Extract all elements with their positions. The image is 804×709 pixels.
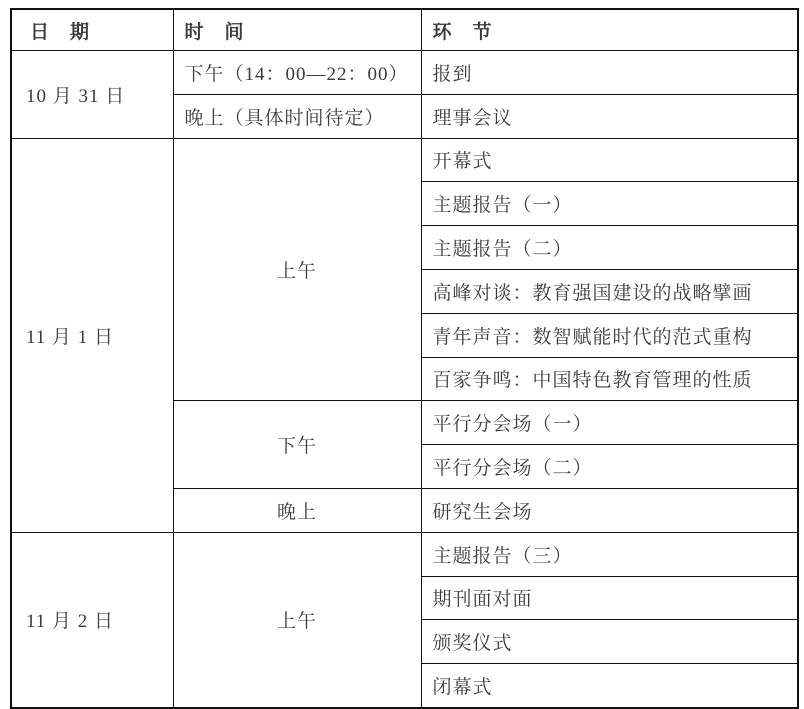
session-cell: 百家争鸣：中国特色教育管理的性质 [421, 357, 798, 401]
session-cell: 报到 [421, 51, 798, 95]
header-time: 时 间 [173, 9, 421, 51]
header-session: 环 节 [421, 9, 798, 51]
session-cell: 期刊面对面 [421, 576, 798, 620]
time-cell: 下午 [173, 401, 421, 489]
header-row [11, 9, 798, 51]
table-row [11, 51, 798, 95]
session-cell: 理事会议 [421, 94, 798, 138]
session-cell: 主题报告（一） [421, 182, 798, 226]
date-cell-oct31: 10 月 31 日 [11, 51, 173, 139]
session-cell: 高峰对谈：教育强国建设的战略擘画 [421, 269, 798, 313]
session-cell: 平行分会场（二） [421, 445, 798, 489]
header-date: 日 期 [11, 9, 173, 51]
session-cell: 闭幕式 [421, 664, 798, 708]
time-cell: 下午（14：00—22：00） [173, 51, 421, 95]
table-row [11, 532, 798, 576]
session-cell: 青年声音：数智赋能时代的范式重构 [421, 313, 798, 357]
time-cell: 晚上 [173, 488, 421, 532]
schedule-table-container [10, 8, 799, 709]
date-cell-nov2: 11 月 2 日 [11, 532, 173, 708]
session-cell: 颁奖仪式 [421, 620, 798, 664]
conference-schedule-table [10, 8, 799, 709]
session-cell: 开幕式 [421, 138, 798, 182]
session-cell: 研究生会场 [421, 488, 798, 532]
table-row [11, 138, 798, 182]
time-cell: 上午 [173, 138, 421, 401]
session-cell: 平行分会场（一） [421, 401, 798, 445]
session-cell: 主题报告（三） [421, 532, 798, 576]
time-cell: 晚上（具体时间待定） [173, 94, 421, 138]
session-cell: 主题报告（二） [421, 226, 798, 270]
date-cell-nov1: 11 月 1 日 [11, 138, 173, 532]
time-cell: 上午 [173, 532, 421, 708]
